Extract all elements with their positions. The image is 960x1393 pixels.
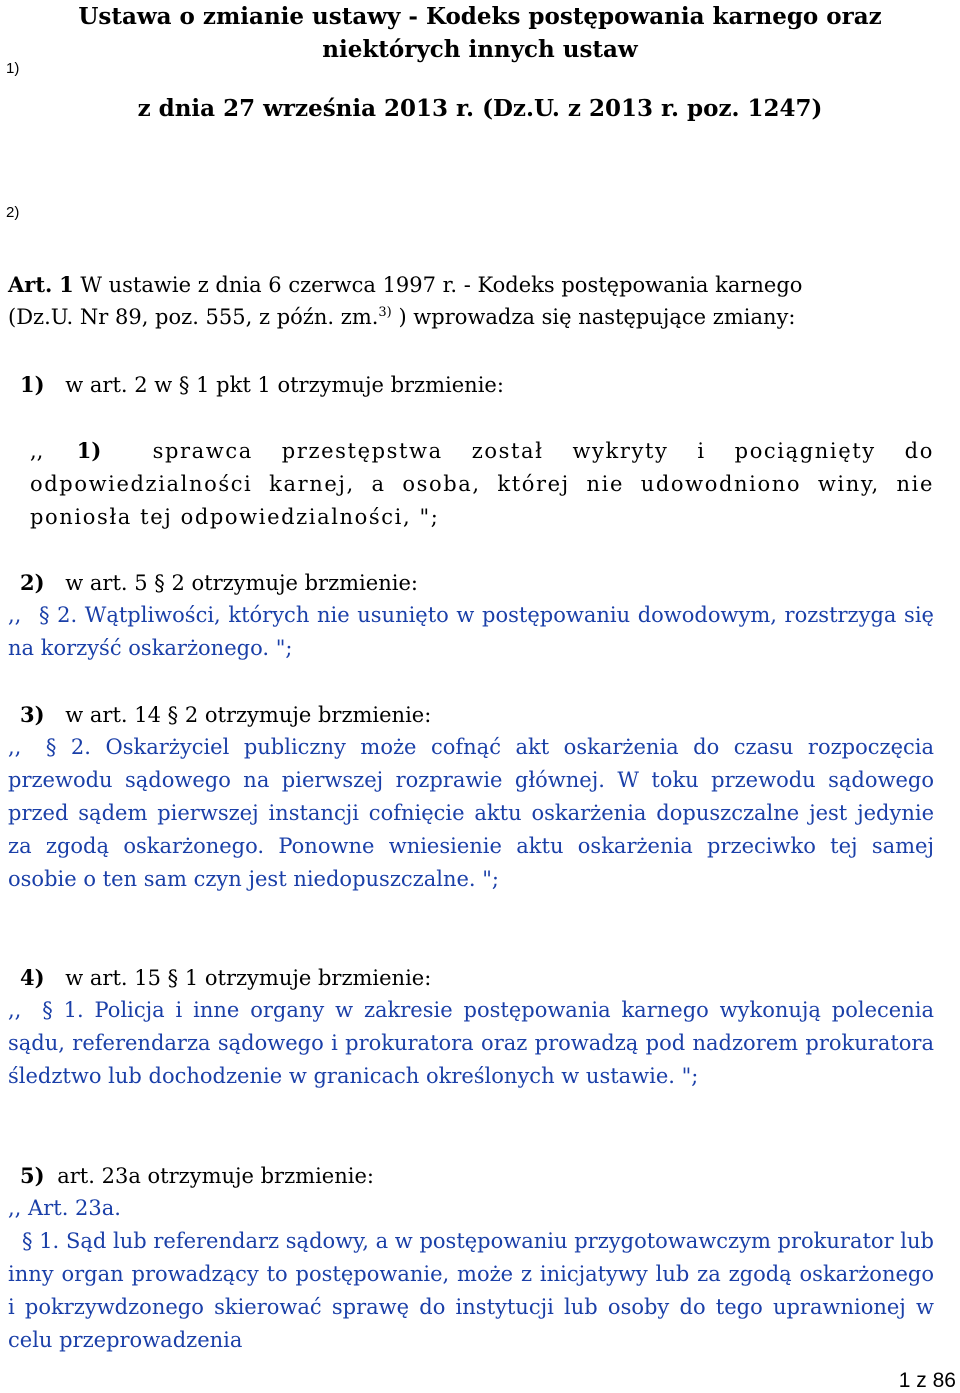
item-4-quote-open: ,,	[8, 998, 22, 1022]
item-4-heading-row	[20, 961, 431, 995]
art1-line1-text: W ustawie z dnia 6 czerwca 1997 r. - Kodeks postępowania karnego	[80, 273, 803, 297]
item-4-marker: 4)	[20, 965, 45, 990]
page-indicator: 1 z 86	[898, 1369, 956, 1392]
item-4-section: § 1.	[42, 998, 84, 1022]
item-4-heading: w art. 15 § 1 otrzymuje brzmienie:	[65, 966, 432, 990]
item-5-text-body: Sąd lub referendarz sądowy, a w postępowaniu przygotowawczym prokurator lub inny organ prowadzący to postępowanie, może z inicjatywy lub za zgodą oskarżonego i pokrzywdzonego skierować sprawę do instytucji lub osoby do tego uprawnionej w celu przeprowadzenia	[8, 1229, 934, 1352]
item-3-text-body: Oskarżyciel publiczny może cofnąć akt oskarżenia do czasu rozpoczęcia przewodu sądowego na pierwszej rozprawie głównej. W toku przewodu sądowego przed sądem pierwszej instancji cofnięcie aktu oskarżenia dopuszczalne jest jedynie za zgodą oskarżonego. Ponowne wniesienie aktu oskarżenia przeciwko tej samej osobie o ten sam czyn jest niedopuszczalne. ";	[8, 735, 934, 891]
item-2-text	[8, 599, 934, 665]
item-5-article: Art. 23a.	[28, 1196, 121, 1220]
art1-line2-end: ) wprowadza się następujące zmiany:	[398, 305, 796, 329]
item-1-marker: 1)	[20, 372, 45, 397]
item-3-quote-open: ,,	[8, 735, 22, 759]
item-2-text-body: Wątpliwości, których nie usunięto w postępowaniu dowodowym, rozstrzyga się na korzyść oskarżonego. ";	[8, 603, 934, 660]
item-3-marker: 3)	[20, 702, 45, 727]
item-1-text-marker: 1)	[76, 438, 102, 463]
item-5-article-row	[8, 1192, 121, 1225]
item-1-text-body: sprawca przestępstwa został wykryty i pociągnięty do odpowiedzialności karnej, a osoba, której nie udowodniono winy, nie poniosła tej odpowiedzialności, ";	[30, 439, 934, 529]
art1-line-1	[8, 268, 936, 302]
item-1-heading-row	[20, 368, 504, 402]
item-3-heading-row	[20, 698, 431, 732]
item-5-quote-open: ,,	[8, 1196, 22, 1220]
item-3-text	[8, 731, 934, 896]
footnote-marker-1[interactable]: 1)	[6, 60, 20, 77]
item-2-heading: w art. 5 § 2 otrzymuje brzmienie:	[65, 571, 418, 595]
art1-line2-start: (Dz.U. Nr 89, poz. 555, z późn. zm.	[8, 305, 379, 329]
item-2-section: § 2.	[38, 603, 78, 627]
item-4-text	[8, 994, 934, 1093]
item-1-text	[30, 434, 934, 534]
document-title	[0, 0, 960, 66]
item-3-heading: w art. 14 § 2 otrzymuje brzmienie:	[65, 703, 432, 727]
item-1-quote-open: ,,	[30, 439, 44, 463]
date-line: z dnia 27 września 2013 r. (Dz.U. z 2013 r. poz. 1247)	[137, 95, 823, 122]
item-2-marker: 2)	[20, 570, 45, 595]
item-1-heading: w art. 2 w § 1 pkt 1 otrzymuje brzmienie:	[65, 373, 504, 397]
title-line-1: Ustawa o zmianie ustawy - Kodeks postępowania karnego oraz	[78, 3, 882, 30]
footnote-marker-2[interactable]: 2)	[6, 204, 20, 221]
art1-label: Art.	[8, 272, 53, 297]
item-2-heading-row	[20, 566, 418, 600]
item-4-text-body: Policja i inne organy w zakresie postępowania karnego wykonują polecenia sądu, referendarza sądowego i prokuratora oraz prowadzą pod nadzorem prokuratora śledztwo lub dochodzenie w granicach określonych w ustawie. ";	[8, 998, 934, 1088]
item-3-section: § 2.	[45, 735, 91, 759]
title-line-2: niektórych innych ustaw	[322, 36, 638, 63]
art1-number: 1	[59, 272, 74, 297]
art1-line-2	[8, 301, 795, 334]
item-5-section: § 1.	[22, 1229, 60, 1253]
item-2-quote-open: ,,	[8, 603, 22, 627]
item-5-heading: art. 23a otrzymuje brzmienie:	[57, 1164, 374, 1188]
item-5-marker: 5)	[20, 1163, 45, 1188]
item-5-text	[8, 1225, 934, 1357]
item-5-heading-row	[20, 1159, 374, 1193]
footnote-ref-3[interactable]: 3)	[378, 305, 392, 320]
